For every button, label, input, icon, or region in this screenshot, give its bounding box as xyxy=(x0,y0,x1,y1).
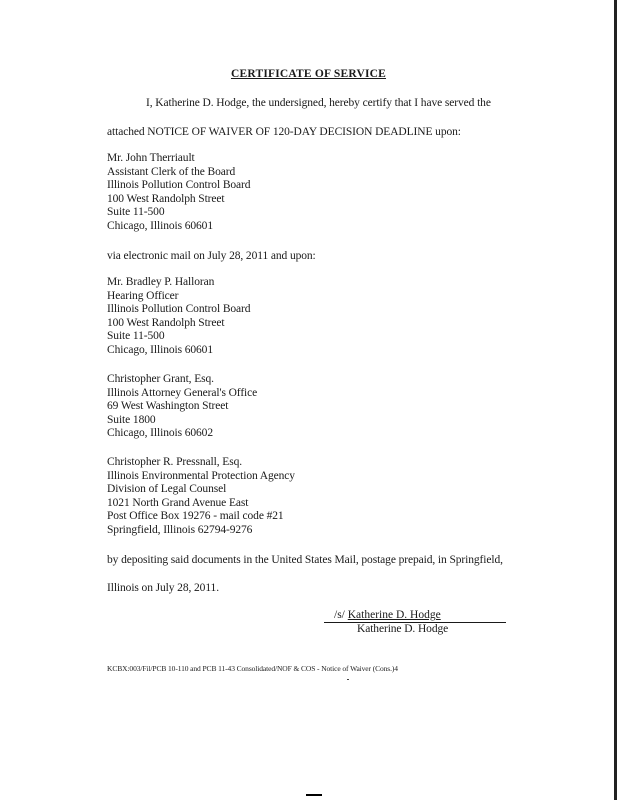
address-line: Chicago, Illinois 60602 xyxy=(107,427,213,440)
address-line: 100 West Randolph Street xyxy=(107,316,225,329)
address-line: Suite 1800 xyxy=(107,413,156,426)
scan-edge-mark xyxy=(306,794,322,796)
recipient-address-3 xyxy=(107,373,257,441)
signature-signed-name: Katherine D. Hodge xyxy=(347,609,441,621)
recipient-address-2 xyxy=(107,276,250,358)
document-title: CERTIFICATE OF SERVICE xyxy=(230,68,387,80)
scan-speck xyxy=(347,679,349,680)
address-line: Hearing Officer xyxy=(107,289,179,302)
address-line: Chicago, Illinois 60601 xyxy=(107,219,213,232)
address-line: Mr. John Therriault xyxy=(107,152,195,164)
address-line: Springfield, Illinois 62794-9276 xyxy=(107,523,253,536)
address-line: Christopher Grant, Esq. xyxy=(107,373,214,385)
address-line: 100 West Randolph Street xyxy=(107,192,225,205)
address-line: Suite 11-500 xyxy=(107,206,165,219)
via-line: via electronic mail on July 28, 2011 and upon: xyxy=(107,250,316,262)
closing-line-1: by depositing said documents in the United States Mail, postage prepaid, in Springfield, xyxy=(107,554,503,566)
address-line: Illinois Pollution Control Board xyxy=(107,179,251,192)
address-line: 69 West Washington Street xyxy=(107,400,229,413)
address-line: Illinois Pollution Control Board xyxy=(107,303,251,316)
document-footer-reference: KCBX:003/Fil/PCB 10-110 and PCB 11-43 Consolidated/NOF & COS - Notice of Waiver (Cons.)4 xyxy=(107,664,398,673)
address-line: Chicago, Illinois 60601 xyxy=(107,343,213,356)
address-line: Illinois Environmental Protection Agency xyxy=(107,469,295,482)
address-line: Assistant Clerk of the Board xyxy=(107,165,236,178)
address-line: Post Office Box 19276 - mail code #21 xyxy=(107,510,284,523)
address-line: Suite 11-500 xyxy=(107,330,165,343)
intro-line-2: attached NOTICE OF WAIVER OF 120-DAY DECISION DEADLINE upon: xyxy=(107,126,461,138)
address-line: Illinois Attorney General's Office xyxy=(107,386,258,399)
address-line: Mr. Bradley P. Halloran xyxy=(107,276,215,288)
closing-line-2: Illinois on July 28, 2011. xyxy=(107,582,219,594)
signature-printed-name: Katherine D. Hodge xyxy=(357,623,449,635)
signature-line xyxy=(324,609,506,623)
signature-prefix: /s/ xyxy=(334,609,348,621)
address-line: Christopher R. Pressnall, Esq. xyxy=(107,456,242,468)
address-line: 1021 North Grand Avenue East xyxy=(107,496,249,509)
intro-line-1: I, Katherine D. Hodge, the undersigned, hereby certify that I have served the xyxy=(146,97,491,109)
address-line: Division of Legal Counsel xyxy=(107,483,227,496)
recipient-address-1 xyxy=(107,152,250,234)
recipient-address-4 xyxy=(107,456,295,538)
